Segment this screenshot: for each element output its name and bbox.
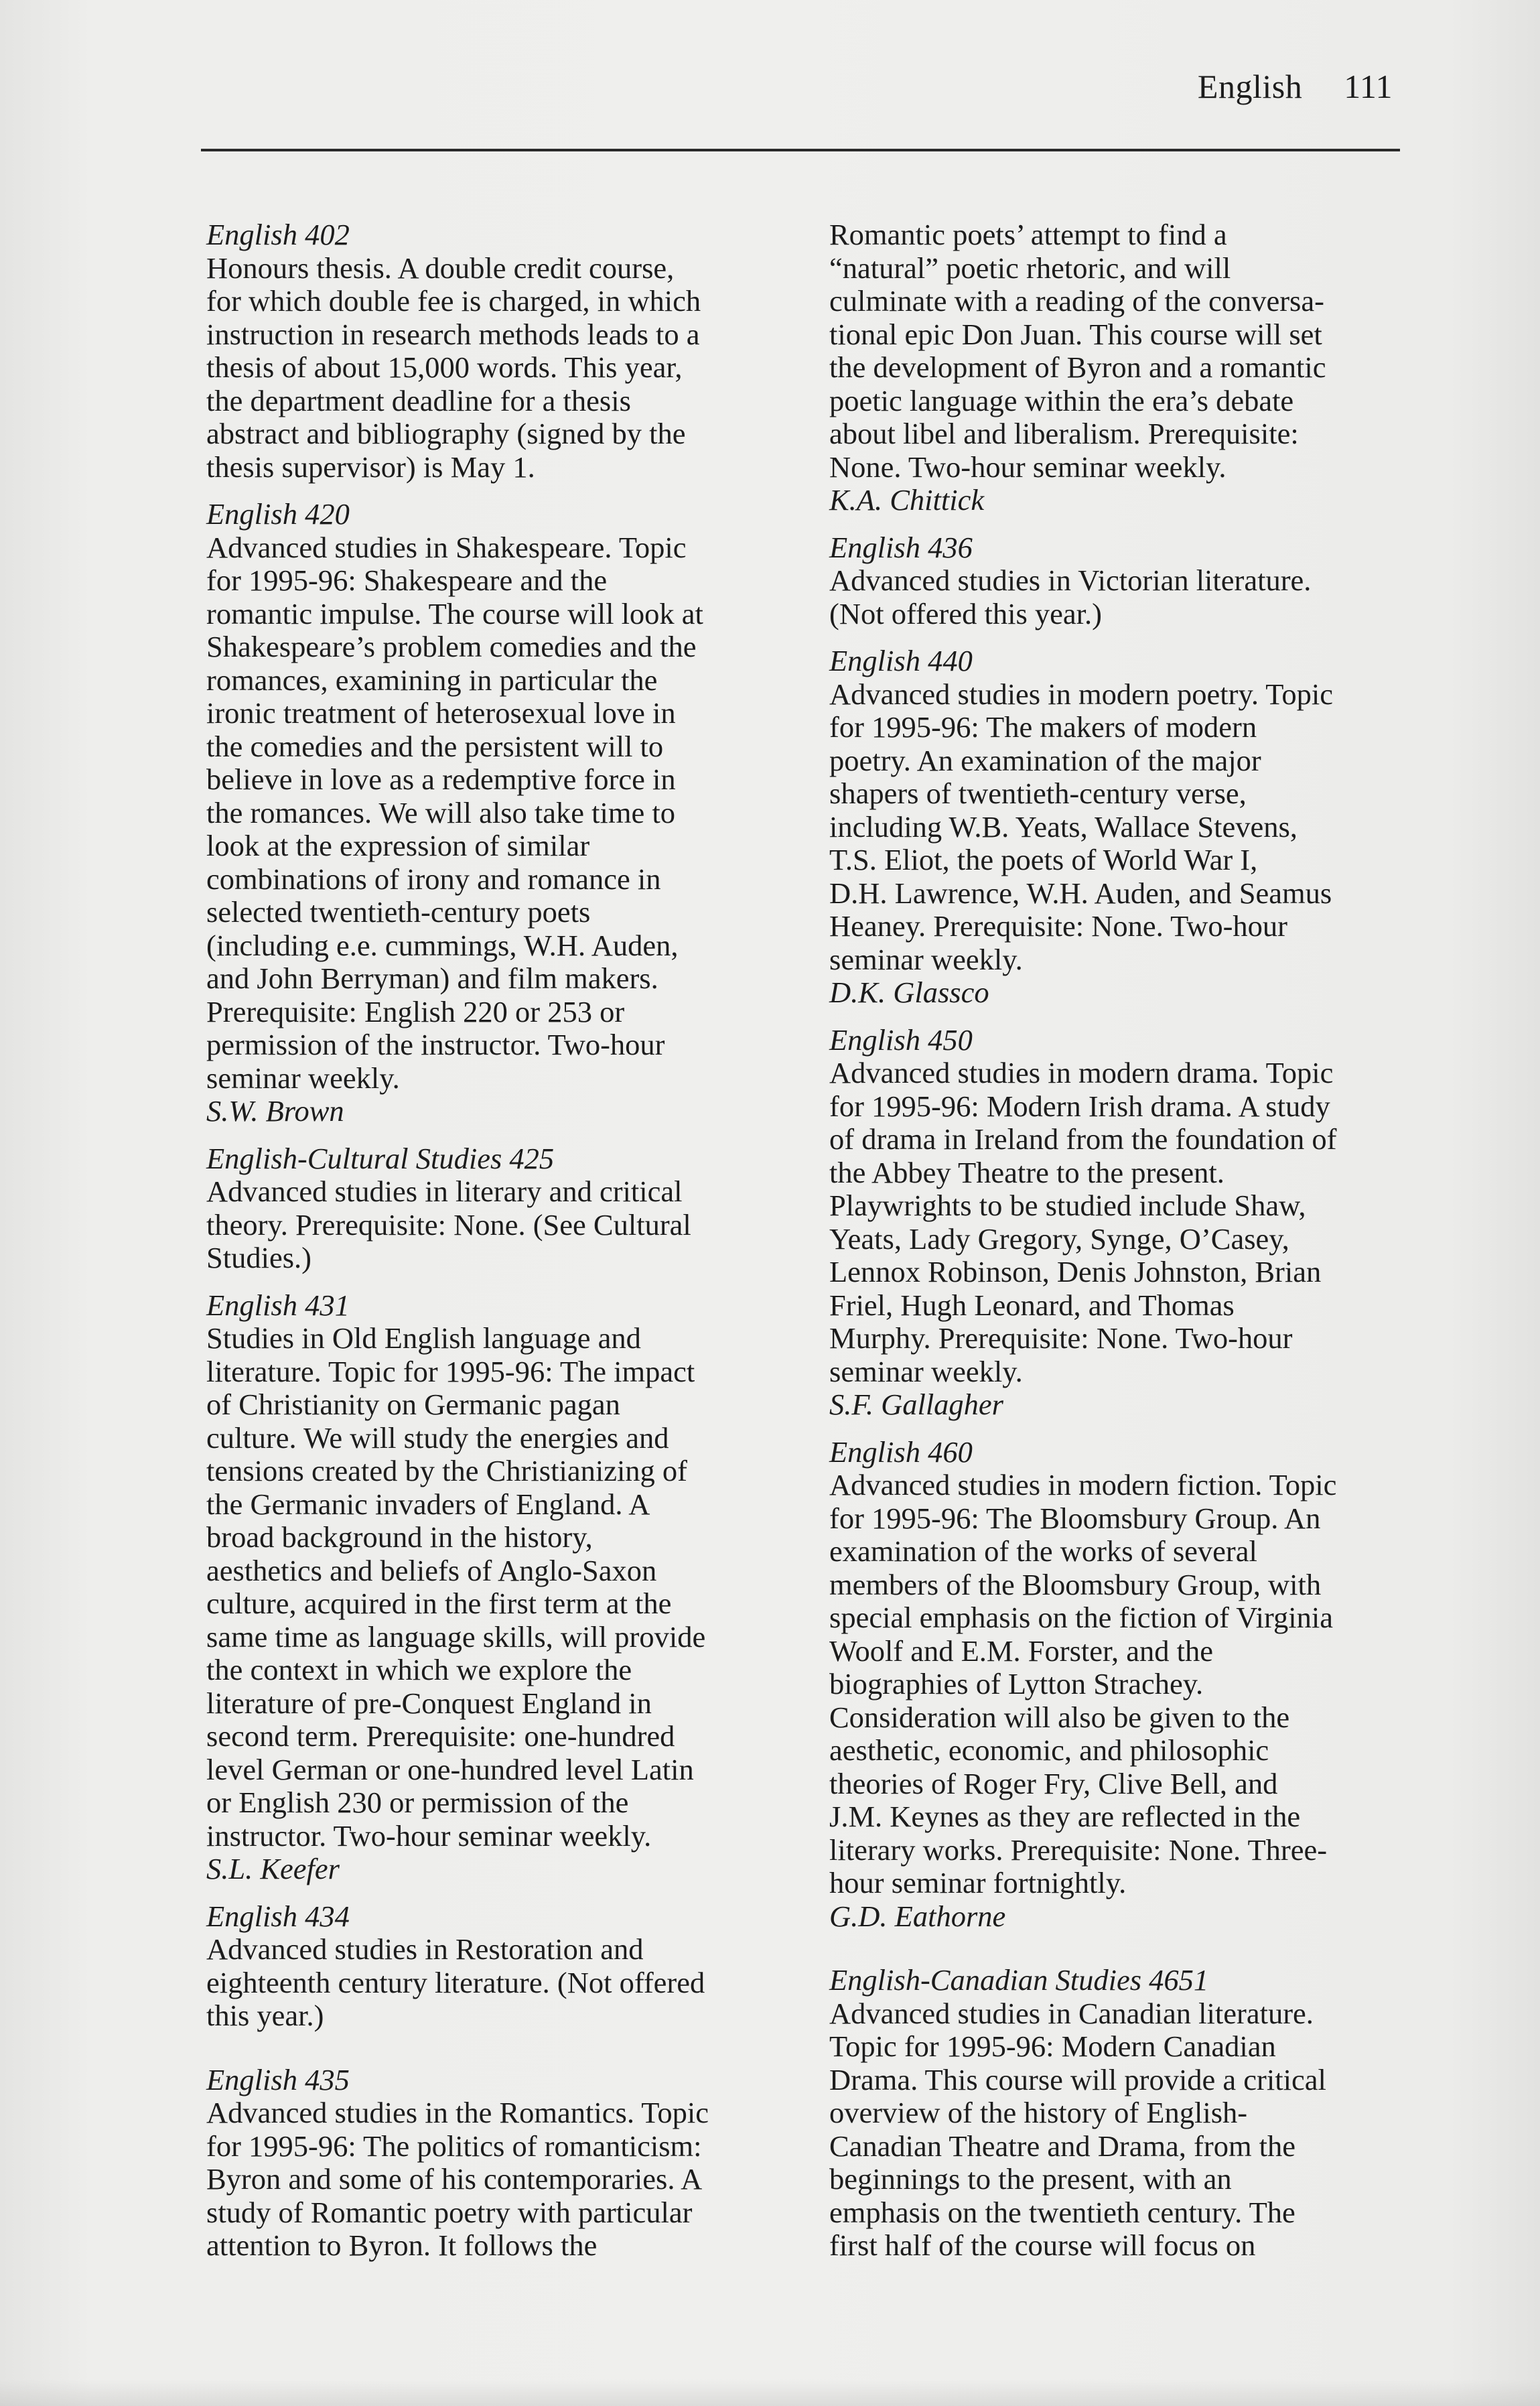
course-description: Advanced studies in Shakespeare. Topic for 1995-96: Shakespeare and the romantic impulse. The course will look at Shakespeare’s problem comedies and the romances, examining in particular the ironic treatment of heterosexual love in the comedies and the persistent will to believe in love as a redemptive force in the romances. We will also take time to look at the expression of similar combinations of irony and romance in selected twentieth-century poets (including e.e. cummings, W.H. Auden, and John Berryman) and film makers. Prerequisite: English 220 or 253 or permission of the instructor. Two-hour seminar weekly.	[206, 530, 703, 1095]
course-instructor: K.A. Chittick	[829, 483, 985, 517]
course-number: English 420	[206, 497, 350, 531]
course-number: English-Canadian Studies 4651	[829, 1963, 1209, 1997]
course-entry-436	[829, 531, 1419, 631]
course-description: Advanced studies in Restoration and eighteenth century literature. (Not offered this year.)	[206, 1932, 705, 2032]
course-description: Advanced studies in literary and critical theory. Prerequisite: None. (See Cultural Studies.)	[206, 1175, 691, 1274]
course-instructor: S.L. Keefer	[206, 1852, 340, 1885]
course-description: Studies in Old English language and literature. Topic for 1995-96: The impact of Christianity on Germanic pagan culture. We will study the energies and tensions created by the Christianizing of the Germanic invaders of England. A broad background in the history, aesthetics and beliefs of Anglo-Saxon culture, acquired in the first term at the same time as language skills, will provide the context in which we explore the literature of pre-Conquest England in second term. Prerequisite: one-hundred level German or one-hundred level Latin or English 230 or permission of the instructor. Two-hour seminar weekly.	[206, 1321, 706, 1853]
course-instructor: G.D. Eathorne	[829, 1899, 1006, 1933]
course-number: English 434	[206, 1899, 350, 1933]
left-column	[206, 218, 782, 2277]
course-number: English 435	[206, 2062, 350, 2096]
course-entry-4651	[829, 1964, 1419, 2263]
course-number: English 460	[829, 1434, 973, 1469]
page-number: 111	[1344, 68, 1393, 105]
course-description: Advanced studies in Canadian literature. Topic for 1995-96: Modern Canadian Drama. This course will provide a critical overview of the history of English- Canadian Theatre and Drama, from the beginnings to the present, with an emphasis on the twentieth century. The first half of the course will focus on	[829, 1996, 1326, 2262]
course-instructor: S.W. Brown	[206, 1094, 344, 1128]
course-entry-431	[206, 1289, 782, 1886]
course-description: Advanced studies in modern drama. Topic for 1995-96: Modern Irish drama. A study of drama in Ireland from the foundation of the Abbey Theatre to the present. Playwrights to be studied include Shaw, Yeats, Lady Gregory, Synge, O’Casey, Lennox Robinson, Denis Johnston, Brian Friel, Hugh Leonard, and Thomas Murphy. Prerequisite: None. Two-hour seminar weekly.	[829, 1056, 1337, 1388]
course-entry-440	[829, 645, 1419, 1010]
course-entry-402	[206, 218, 782, 484]
course-entry-450	[829, 1024, 1419, 1422]
course-description: Advanced studies in modern poetry. Topic for 1995-96: The makers of modern poetry. An examination of the major shapers of twentieth-century verse, including W.B. Yeats, Wallace Stevens, T.S. Eliot, the poets of World War I, D.H. Lawrence, W.H. Auden, and Seamus Heaney. Prerequisite: None. Two-hour seminar weekly.	[829, 677, 1333, 976]
course-instructor: D.K. Glassco	[829, 976, 989, 1009]
header-rule	[201, 149, 1400, 151]
course-entry-435-continued	[829, 218, 1419, 517]
header-title: English	[1197, 68, 1303, 105]
course-number: English-Cultural Studies 425	[206, 1141, 555, 1175]
course-number: English 440	[829, 644, 973, 677]
course-number: English 450	[829, 1022, 973, 1057]
course-description: Advanced studies in modern fiction. Topic for 1995-96: The Bloomsbury Group. An examination of the works of several members of the Bloomsbury Group, with special emphasis on the fiction of Virginia Woolf and E.M. Forster, and the biographies of Lytton Strachey. Consideration will also be given to the aesthetic, economic, and philosophic theories of Roger Fry, Clive Bell, and J.M. Keynes as they are reflected in the literary works. Prerequisite: None. Three- hour seminar fortnightly.	[829, 1468, 1337, 1899]
right-column	[829, 218, 1419, 2277]
course-description: Honours thesis. A double credit course, for which double fee is charged, in which instruction in research methods leads to a thesis of about 15,000 words. This year, the department deadline for a thesis abstract and bibliography (signed by the thesis supervisor) is May 1.	[206, 251, 701, 484]
course-entry-435	[206, 2064, 782, 2263]
course-entry-434	[206, 1900, 782, 2033]
course-number: English 436	[829, 530, 973, 564]
course-description: Advanced studies in the Romantics. Topic for 1995-96: The politics of romanticism: Byron and some of his contemporaries. A study of Romantic poetry with particular attention to Byron. It follows the	[206, 2096, 709, 2262]
course-entry-420	[206, 498, 782, 1128]
course-number: English 402	[206, 218, 350, 251]
page-bottom-edge	[0, 2379, 1540, 2406]
course-instructor: S.F. Gallagher	[829, 1388, 1004, 1421]
course-description: Romantic poets’ attempt to find a “natural” poetic rhetoric, and will culminate with a reading of the conversa- tional epic Don Juan. This course will set the development of Byron and a romantic poetic language within the era’s debate about libel and liberalism. Prerequisite: None. Two-hour seminar weekly.	[829, 218, 1326, 484]
course-entry-460	[829, 1436, 1419, 1934]
course-description: Advanced studies in Victorian literature. (Not offered this year.)	[829, 563, 1312, 630]
running-header	[1198, 67, 1393, 106]
course-number: English 431	[206, 1288, 350, 1322]
course-entry-425	[206, 1142, 782, 1275]
